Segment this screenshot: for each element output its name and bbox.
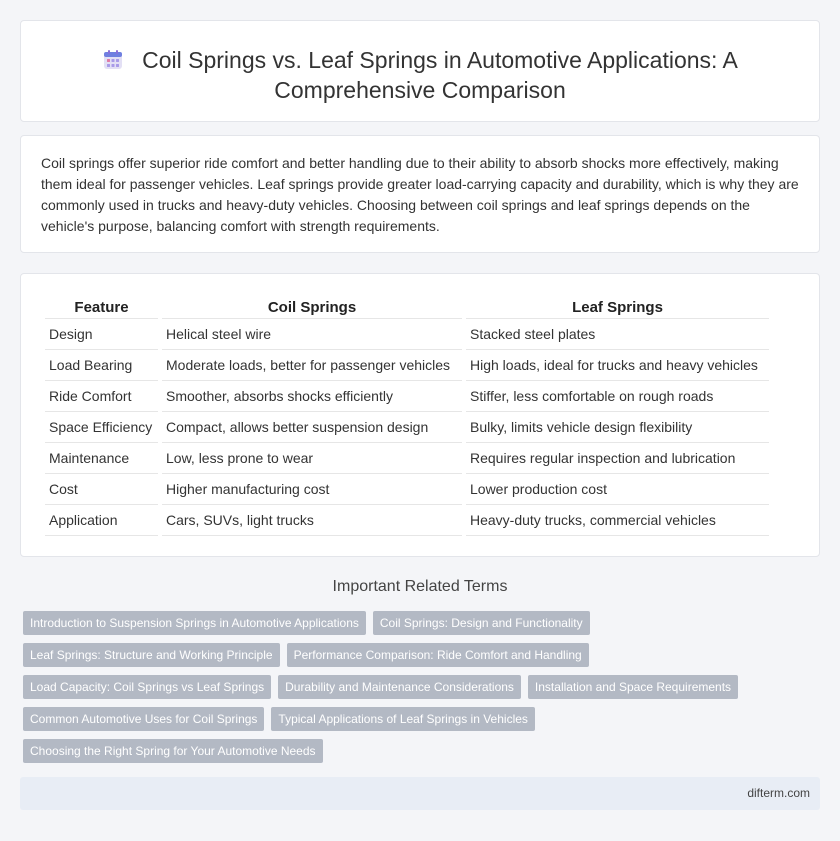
related-term-tag[interactable]: Load Capacity: Coil Springs vs Leaf Springs <box>23 675 271 699</box>
leaf-cell: Stacked steel plates <box>466 319 769 350</box>
intro-card <box>20 135 820 253</box>
leaf-cell: Requires regular inspection and lubrication <box>466 443 769 474</box>
feature-cell: Cost <box>45 474 158 505</box>
title-card <box>20 20 820 122</box>
leaf-cell: Stiffer, less comfortable on rough roads <box>466 381 769 412</box>
table-header-row <box>45 296 769 319</box>
feature-cell: Load Bearing <box>45 350 158 381</box>
leaf-cell: Heavy-duty trucks, commercial vehicles <box>466 505 769 536</box>
table-row <box>45 319 769 350</box>
coil-cell: Cars, SUVs, light trucks <box>162 505 462 536</box>
feature-cell: Ride Comfort <box>45 381 158 412</box>
related-term-tag[interactable]: Performance Comparison: Ride Comfort and Handling <box>287 643 589 667</box>
comparison-table <box>41 296 773 536</box>
column-header-coil: Coil Springs <box>162 296 462 319</box>
table-row <box>45 350 769 381</box>
feature-cell: Design <box>45 319 158 350</box>
related-term-tag[interactable]: Typical Applications of Leaf Springs in Vehicles <box>271 707 534 731</box>
page-title-wrap <box>21 45 819 105</box>
coil-cell: Low, less prone to wear <box>162 443 462 474</box>
feature-cell: Maintenance <box>45 443 158 474</box>
leaf-cell: Lower production cost <box>466 474 769 505</box>
table-row <box>45 474 769 505</box>
related-term-tag[interactable]: Introduction to Suspension Springs in Automotive Applications <box>23 611 366 635</box>
coil-cell: Higher manufacturing cost <box>162 474 462 505</box>
table-row <box>45 412 769 443</box>
related-terms-list <box>23 611 813 771</box>
table-row <box>45 443 769 474</box>
footer-site-link[interactable]: difterm.com <box>747 786 810 800</box>
table-row <box>45 505 769 536</box>
related-term-tag[interactable]: Common Automotive Uses for Coil Springs <box>23 707 264 731</box>
comparison-table-card <box>20 273 820 557</box>
related-term-tag[interactable]: Coil Springs: Design and Functionality <box>373 611 590 635</box>
coil-cell: Smoother, absorbs shocks efficiently <box>162 381 462 412</box>
related-term-tag[interactable]: Leaf Springs: Structure and Working Principle <box>23 643 280 667</box>
intro-paragraph: Coil springs offer superior ride comfort and better handling due to their ability to absorb shocks more effectively, making them ideal for passenger vehicles. Leaf springs provide greater load-carrying capacity and durability, which is why they are commonly used in trucks and heavy-duty vehicles. Choosing between coil springs and leaf springs depends on the vehicle's purpose, balancing comfort with strength requirements. <box>41 155 799 234</box>
column-header-feature: Feature <box>45 296 158 319</box>
coil-cell: Helical steel wire <box>162 319 462 350</box>
leaf-cell: Bulky, limits vehicle design flexibility <box>466 412 769 443</box>
leaf-cell: High loads, ideal for trucks and heavy vehicles <box>466 350 769 381</box>
related-terms-heading: Important Related Terms <box>332 578 508 595</box>
footer-bar <box>20 777 820 810</box>
related-term-tag[interactable]: Installation and Space Requirements <box>528 675 738 699</box>
related-term-tag[interactable]: Choosing the Right Spring for Your Automotive Needs <box>23 739 323 763</box>
coil-cell: Compact, allows better suspension design <box>162 412 462 443</box>
column-header-leaf: Leaf Springs <box>466 296 769 319</box>
feature-cell: Space Efficiency <box>45 412 158 443</box>
calendar-icon <box>102 48 124 70</box>
page-title: Coil Springs vs. Leaf Springs in Automotive Applications: A Comprehensive Comparison <box>142 47 738 103</box>
feature-cell: Application <box>45 505 158 536</box>
related-term-tag[interactable]: Durability and Maintenance Considerations <box>278 675 521 699</box>
coil-cell: Moderate loads, better for passenger vehicles <box>162 350 462 381</box>
table-row <box>45 381 769 412</box>
